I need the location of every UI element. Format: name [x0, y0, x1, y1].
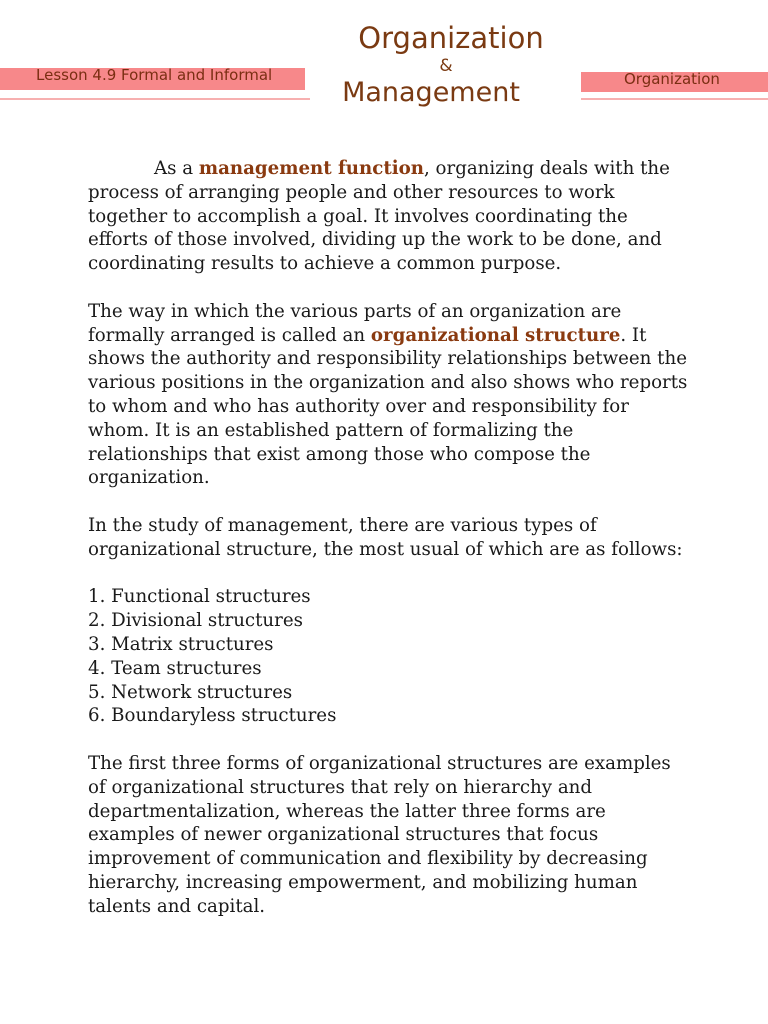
list-item: 6. Boundaryless structures — [88, 705, 337, 727]
p2-text-after: . It shows the authority and responsibility relationships between the various positions in the organization and also shows who reports to whom and who has authority over and responsibility for whom. It is an established pattern of formalizing the relationships that exist among those who compose the organization. — [88, 324, 688, 489]
paragraph-conclusion: The first three forms of organizational structures are examples of organizational structures that rely on hierarchy and departmentalization, whereas the latter three forms are examples of newer organizational structures that focus improvement of communication and flexibility by decreasing hierarchy, increasing empowerment, and mobilizing human talents and capital. — [88, 752, 671, 917]
section-label: Organization — [624, 70, 720, 88]
list-item: 1. Functional structures — [88, 586, 311, 608]
p1-text-after: , organizing deals with the process of arranging people and other resources to work together to accomplish a goal. It involves coordinating the efforts of those involved, dividing up the work to be done, and coordinating results to achieve a common purpose. — [88, 158, 670, 275]
list-item: 3. Matrix structures — [88, 633, 274, 655]
paragraph-organizing — [88, 157, 688, 276]
list-item: 2. Divisional structures — [88, 610, 303, 632]
page-title — [315, 20, 577, 110]
title-line-organization: Organization — [358, 21, 544, 55]
paragraph-structure — [88, 300, 688, 490]
list-item: 5. Network structures — [88, 681, 293, 703]
p2-text-before: The way in which the various parts of an organization are formally arranged is called an — [88, 300, 622, 346]
title-ampersand: & — [439, 56, 453, 76]
document-body — [88, 157, 688, 942]
list-item: 4. Team structures — [88, 657, 262, 679]
structure-types-list — [88, 585, 688, 728]
term-management-function: management function — [198, 158, 424, 179]
header-rule-right — [581, 98, 768, 100]
term-organizational-structure: organizational structure — [370, 324, 621, 346]
p1-text-before: As a — [154, 158, 199, 179]
title-line-management: Management — [342, 77, 520, 108]
paragraph-types-intro: In the study of management, there are various types of organizational structure, the most usual of which are as follows: — [88, 514, 683, 560]
lesson-label: Lesson 4.9 Formal and Informal — [36, 66, 273, 84]
header-rule-left — [0, 98, 310, 100]
